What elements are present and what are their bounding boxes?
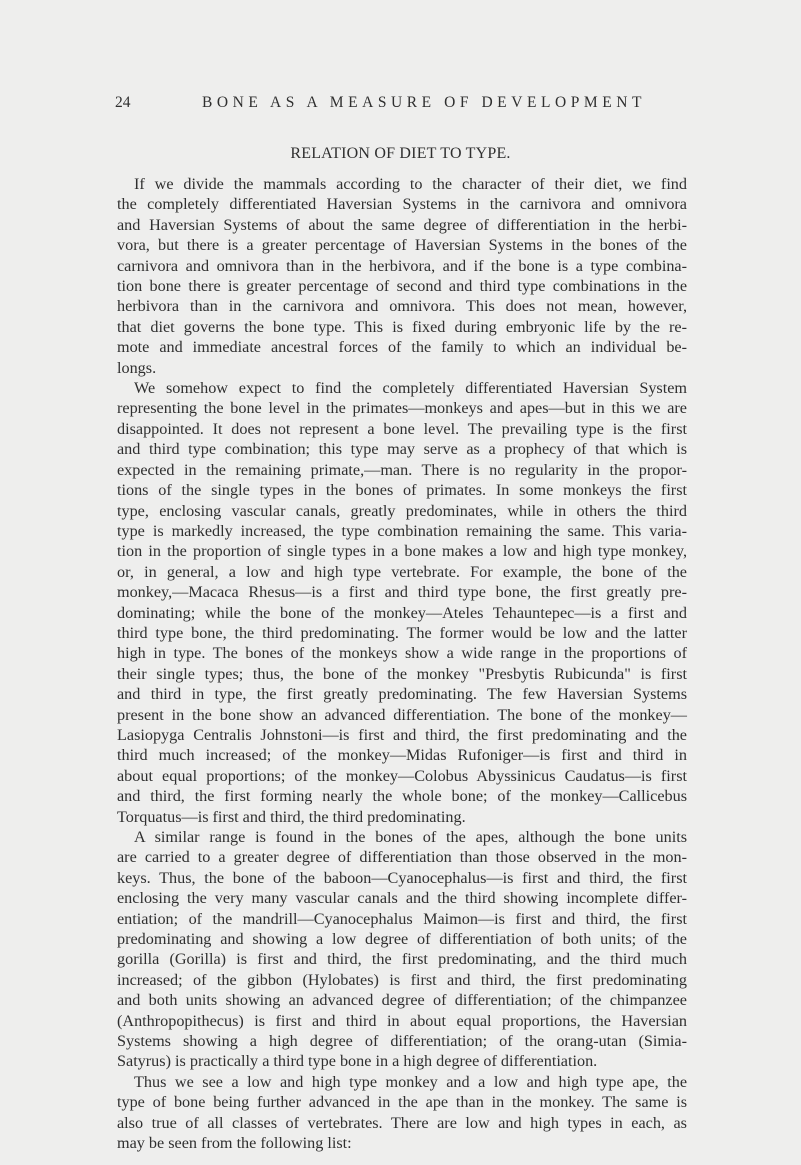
text-line: also true of all classes of vertebrates. There are low and high types in each, as	[117, 1113, 687, 1132]
text-line: third much increased; of the monkey—Midas Rufoniger—is first and third in	[117, 746, 687, 765]
text-line: tion bone there is greater percentage of second and third type combinations in the	[117, 277, 687, 296]
text-line: Satyrus) is practically a third type bone in a high degree of differentiation.	[117, 1052, 598, 1071]
text-line: the completely differentiated Haversian Systems in the carnivora and omnivora	[117, 195, 687, 214]
text-line: expected in the remaining primate,—man. There is no regularity in the propor-	[117, 460, 687, 479]
text-line: may be seen from the following list:	[117, 1134, 352, 1153]
text-line: increased; of the gibbon (Hylobates) is first and third, the first predominating	[117, 970, 687, 989]
text-line: and third in type, the first greatly predominating. The few Haversian Systems	[117, 685, 687, 704]
text-line: type, enclosing vascular canals, greatly predominates, while in others the third	[117, 501, 687, 520]
text-line: and both units showing an advanced degree of differentiation; of the chimpanzee	[117, 991, 687, 1010]
text-line: and third type combination; this type may serve as a prophecy of that which is	[117, 440, 687, 459]
text-line: disappointed. It does not represent a bone level. The prevailing type is the first	[117, 419, 687, 438]
text-line: type is markedly increased, the type combination remaining the same. This varia-	[117, 521, 687, 540]
text-line: entiation; of the mandrill—Cyanocephalus Maimon—is first and third, the first	[117, 909, 687, 928]
text-line: or, in general, a low and high type vertebrate. For example, the bone of the	[117, 562, 687, 581]
text-line: their single types; thus, the bone of the monkey "Presbytis Rubicunda" is first	[117, 664, 687, 683]
text-line: Thus we see a low and high type monkey and a low and high type ape, the	[134, 1072, 687, 1091]
text-line: present in the bone show an advanced differentiation. The bone of the monkey—	[117, 705, 687, 724]
text-line: A similar range is found in the bones of the apes, although the bone units	[134, 828, 687, 846]
text-line: longs.	[117, 358, 157, 377]
text-line: and third, the first forming nearly the whole bone; of the monkey—Callicebus	[117, 787, 687, 806]
text-line: Lasiopyga Centralis Johnstoni—is first and third, the first predominating and the	[117, 725, 687, 744]
text-line: mote and immediate ancestral forces of the family to which an individual be-	[117, 338, 687, 357]
text-line: (Anthropopithecus) is first and third in about equal proportions, the Haversian	[117, 1011, 687, 1030]
text-line: gorilla (Gorilla) is first and third, the first predominating, and the third much	[117, 950, 687, 969]
running-head: BONE AS A MEASURE OF DEVELOPMENT	[202, 94, 647, 111]
text-line: type of bone being further advanced in the ape than in the monkey. The same is	[117, 1093, 687, 1112]
text-line: vora, but there is a greater percentage of Haversian Systems in the bones of the	[117, 236, 687, 255]
text-line: monkey,—Macaca Rhesus—is a first and third type bone, the first greatly pre-	[117, 583, 687, 602]
text-line: Torquatus—is first and third, the third predominating.	[117, 807, 466, 826]
text-line: about equal proportions; of the monkey—Colobus Abyssinicus Caudatus—is first	[117, 766, 687, 785]
page-number: 24	[115, 94, 131, 111]
text-line: high in type. The bones of the monkeys show a wide range in the proportions of	[117, 644, 687, 663]
body-text	[117, 174, 687, 1154]
text-line: herbivora than in the carnivora and omnivora. This does not mean, however,	[117, 297, 687, 316]
text-line: carnivora and omnivora than in the herbivora, and if the bone is a type combina-	[117, 256, 687, 275]
text-line: that diet governs the bone type. This is fixed during embryonic life by the re-	[117, 317, 687, 336]
text-line: We somehow expect to find the completely differentiated Haversian System	[134, 379, 687, 398]
text-line: dominating; while the bone of the monkey—Ateles Tehauntepec—is a first and	[117, 603, 687, 622]
text-line: keys. Thus, the bone of the baboon—Cyanocephalus—is first and third, the first	[117, 868, 687, 887]
text-line: Systems showing a high degree of differentiation; of the orang-utan (Simia-	[117, 1032, 687, 1051]
text-line: tion in the proportion of single types in a bone makes a low and high type monkey,	[117, 542, 687, 561]
text-line: If we divide the mammals according to the character of their diet, we find	[134, 175, 687, 193]
page-header	[115, 94, 689, 118]
text-line: are carried to a greater degree of differentiation than those observed in the mon-	[117, 848, 687, 867]
text-line: predominating and showing a low degree of differentiation of both units; of the	[117, 930, 687, 949]
text-line: tions of the single types in the bones of primates. In some monkeys the first	[117, 481, 687, 500]
text-line: enclosing the very many vascular canals and the third showing incomplete differ-	[117, 889, 687, 908]
text-line: and Haversian Systems of about the same degree of differentiation in the herbi-	[117, 215, 687, 234]
text-line: representing the bone level in the primates—monkeys and apes—but in this we are	[117, 399, 687, 418]
section-title: RELATION OF DIET TO TYPE.	[290, 145, 511, 162]
text-line: third type bone, the third predominating. The former would be low and the latter	[117, 623, 687, 642]
